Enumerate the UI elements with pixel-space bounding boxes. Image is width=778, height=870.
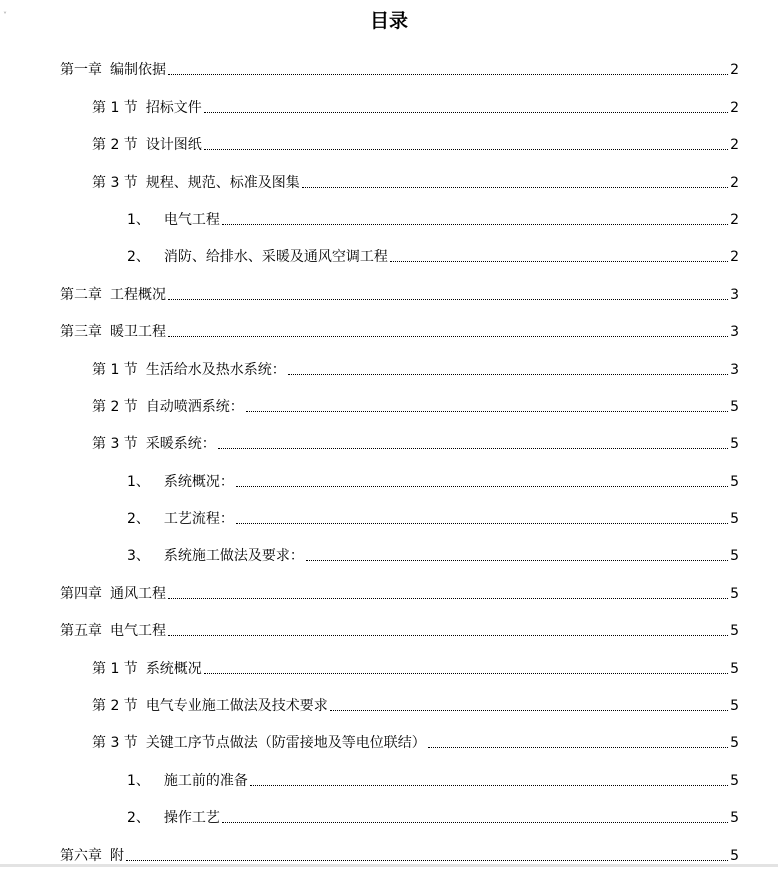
toc-entry-number: 第 2 节: [92, 698, 138, 715]
toc-entry-number: 第二章: [60, 286, 102, 303]
toc-entry-number: 第 3 节: [92, 174, 138, 191]
toc-entry-number: 第五章: [60, 623, 102, 640]
toc-page-number[interactable]: 5: [730, 398, 739, 415]
toc-page-number[interactable]: 2: [730, 62, 739, 79]
toc-page-number[interactable]: 2: [730, 211, 739, 228]
toc-entry-number: 第 1 节: [92, 99, 138, 116]
toc-entry-number: 1、: [127, 772, 150, 789]
toc-entry-title[interactable]: 暖卫工程: [110, 324, 166, 341]
toc-entry-level-2[interactable]: [0, 421, 778, 458]
toc-entry-number: 第 3 节: [92, 735, 138, 752]
toc-dot-leader: [168, 299, 728, 300]
collapse-heading-icon[interactable]: ˅: [3, 11, 7, 20]
toc-entry-number: 2、: [127, 249, 150, 266]
toc-entry-title[interactable]: 招标文件: [145, 99, 202, 116]
toc-page-number[interactable]: 5: [730, 810, 739, 827]
toc-page-number[interactable]: 3: [730, 324, 739, 341]
toc-entry-level-2[interactable]: [0, 645, 778, 682]
toc-entry-title[interactable]: 编制依据: [110, 62, 166, 79]
toc-entry-number: 第四章: [60, 585, 102, 602]
toc-page-number[interactable]: 5: [730, 548, 739, 565]
toc-entry-level-3[interactable]: [0, 234, 778, 271]
toc-entry-title[interactable]: 系统概况: [145, 660, 202, 677]
toc-title: 目录: [369, 10, 408, 32]
toc-dot-leader: [204, 112, 728, 113]
toc-entry-title[interactable]: 附: [110, 847, 124, 864]
toc-entry-number: 1、: [127, 473, 150, 490]
toc-entry-number: 第 1 节: [92, 361, 138, 378]
toc-dot-leader: [222, 224, 728, 225]
toc-dot-leader: [428, 747, 728, 748]
toc-page-number[interactable]: 5: [730, 735, 739, 752]
toc-page-number[interactable]: 5: [730, 511, 739, 528]
toc-entry-title[interactable]: 电气工程: [110, 623, 166, 640]
toc-dot-leader: [168, 598, 728, 599]
toc-entry-title[interactable]: 消防、给排水、采暖及通风空调工程: [163, 249, 388, 266]
toc-page-number[interactable]: 5: [730, 473, 739, 490]
toc-entry-number: 第 3 节: [92, 436, 138, 453]
toc-entry-level-2[interactable]: [0, 720, 778, 757]
toc-entry-title[interactable]: 施工前的准备: [163, 772, 248, 789]
toc-entry-title[interactable]: 设计图纸: [145, 137, 202, 154]
toc-entry-level-2[interactable]: [0, 346, 778, 383]
toc-dot-leader: [236, 486, 728, 487]
toc-entry-level-3[interactable]: [0, 458, 778, 495]
toc-entry-title[interactable]: 操作工艺: [163, 810, 220, 827]
toc-dot-leader: [250, 785, 728, 786]
toc-page-number[interactable]: 5: [730, 585, 739, 602]
toc-entry-title[interactable]: 系统概况：: [163, 473, 234, 490]
toc-dot-leader: [246, 411, 728, 412]
toc-entry-title[interactable]: 工程概况: [110, 286, 166, 303]
toc-dot-leader: [218, 448, 728, 449]
toc-entry-level-1[interactable]: [0, 570, 778, 607]
toc-entry-title[interactable]: 工艺流程：: [163, 511, 234, 528]
toc-dot-leader: [168, 74, 728, 75]
toc-dot-leader: [302, 187, 728, 188]
toc-entry-level-3[interactable]: [0, 533, 778, 570]
toc-page-number[interactable]: 5: [730, 623, 739, 640]
toc-entry-level-2[interactable]: [0, 384, 778, 421]
toc-entry-level-3[interactable]: [0, 757, 778, 794]
toc-dot-leader: [222, 822, 728, 823]
toc-dot-leader: [126, 860, 728, 861]
toc-entry-number: 2、: [127, 511, 150, 528]
toc-entry-number: 第三章: [60, 324, 102, 341]
toc-page-number[interactable]: 3: [730, 361, 739, 378]
toc-entry-title[interactable]: 通风工程: [110, 585, 166, 602]
toc-dot-leader: [306, 560, 728, 561]
toc-page-number[interactable]: 5: [730, 698, 739, 715]
toc-entry-level-2[interactable]: [0, 159, 778, 196]
toc-entry-number: 2、: [127, 810, 150, 827]
toc-entry-title[interactable]: 采暖系统：: [145, 436, 216, 453]
toc-page-number[interactable]: 2: [730, 174, 739, 191]
toc-page-number[interactable]: 5: [730, 772, 739, 789]
toc-entry-number: 第六章: [60, 847, 102, 864]
toc-page-number[interactable]: 2: [730, 249, 739, 266]
toc-dot-leader: [236, 523, 728, 524]
toc-entry-number: 第一章: [60, 62, 102, 79]
toc-dot-leader: [288, 374, 728, 375]
toc-dot-leader: [168, 635, 728, 636]
toc-entry-level-1[interactable]: [0, 47, 778, 84]
toc-page-number[interactable]: 5: [730, 436, 739, 453]
toc-entry-level-1[interactable]: [0, 271, 778, 308]
toc-entry-level-3[interactable]: [0, 197, 778, 234]
toc-entry-number: 第 1 节: [92, 660, 138, 677]
toc-dot-leader: [168, 336, 728, 337]
toc-entry-level-3[interactable]: [0, 795, 778, 832]
toc-dot-leader: [204, 673, 728, 674]
toc-page-number[interactable]: 5: [730, 660, 739, 677]
toc-entry-level-3[interactable]: [0, 496, 778, 533]
table-of-contents: [0, 47, 778, 870]
toc-page-number[interactable]: 2: [730, 137, 739, 154]
toc-entry-title[interactable]: 电气专业施工做法及技术要求: [145, 698, 328, 715]
toc-entry-title[interactable]: 生活给水及热水系统：: [145, 361, 286, 378]
toc-entry-number: 1、: [127, 211, 150, 228]
toc-entry-number: 第 2 节: [92, 137, 138, 154]
toc-entry-level-2[interactable]: [0, 122, 778, 159]
toc-entry-title[interactable]: 规程、规范、标准及图集: [145, 174, 300, 191]
toc-entry-title[interactable]: 系统施工做法及要求：: [163, 548, 304, 565]
toc-page-number[interactable]: 2: [730, 99, 739, 116]
toc-entry-title[interactable]: 电气工程: [163, 211, 220, 228]
toc-entry-title[interactable]: 自动喷洒系统：: [145, 398, 244, 415]
toc-entry-level-1[interactable]: [0, 608, 778, 645]
toc-entry-level-1[interactable]: [0, 309, 778, 346]
toc-dot-leader: [330, 710, 728, 711]
toc-entry-number: 第 2 节: [92, 398, 138, 415]
toc-dot-leader: [204, 149, 728, 150]
toc-entry-level-2[interactable]: [0, 84, 778, 121]
toc-page-number[interactable]: 5: [730, 847, 739, 864]
toc-entry-level-2[interactable]: [0, 683, 778, 720]
toc-page-number[interactable]: 3: [730, 286, 739, 303]
toc-dot-leader: [390, 261, 728, 262]
toc-entry-number: 3、: [127, 548, 150, 565]
toc-entry-title[interactable]: 关键工序节点做法（防雷接地及等电位联结）: [145, 735, 426, 752]
